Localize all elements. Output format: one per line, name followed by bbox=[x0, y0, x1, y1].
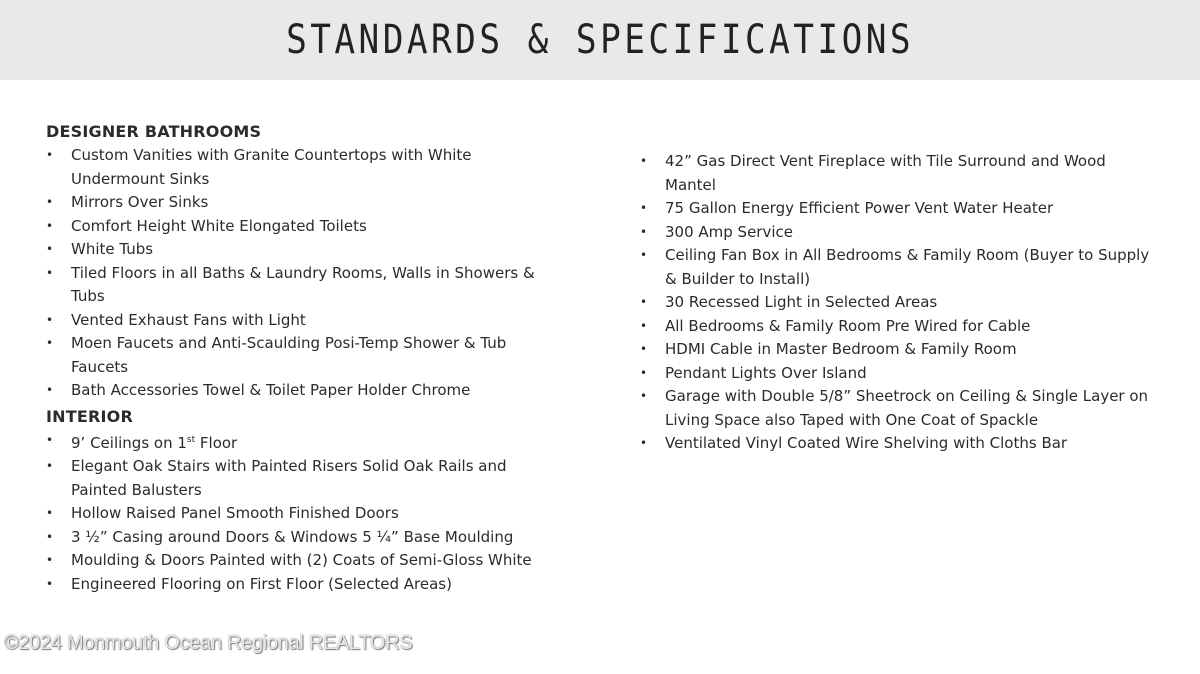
list-item: • Garage with Double 5/8” Sheetrock on Ceiling & Single Layer on Living Space also Taped with One Coat of Spackle bbox=[640, 385, 1160, 432]
list-item: • White Tubs bbox=[46, 238, 566, 262]
interior-heading: INTERIOR bbox=[46, 406, 133, 426]
bathrooms-heading: DESIGNER BATHROOMS bbox=[46, 122, 262, 141]
interior-list bbox=[46, 429, 566, 597]
ceilings-suffix: Floor bbox=[195, 433, 238, 452]
list-item: • Tiled Floors in all Baths & Laundry Rooms, Walls in Showers & Tubs bbox=[46, 262, 566, 309]
ceilings-text: 9’ Ceilings on 1 bbox=[71, 433, 187, 452]
list-item: • 30 Recessed Light in Selected Areas bbox=[640, 291, 1160, 315]
list-item: • Engineered Flooring on First Floor (Selected Areas) bbox=[46, 573, 566, 597]
list-item: • 42” Gas Direct Vent Fireplace with Tile Surround and Wood Mantel bbox=[640, 150, 1160, 197]
right-column bbox=[640, 150, 1160, 456]
list-item: • Ventilated Vinyl Coated Wire Shelving with Cloths Bar bbox=[640, 432, 1160, 456]
list-item: • Moulding & Doors Painted with (2) Coats of Semi-Gloss White bbox=[46, 549, 566, 573]
copyright-watermark: ©2024 Monmouth Ocean Regional REALTORS bbox=[4, 632, 413, 654]
bathrooms-list bbox=[46, 144, 566, 403]
list-item: • Comfort Height White Elongated Toilets bbox=[46, 215, 566, 239]
ceilings-superscript: st bbox=[186, 434, 196, 445]
list-item: • 300 Amp Service bbox=[640, 221, 1160, 245]
right-list bbox=[640, 150, 1160, 456]
list-item: • Custom Vanities with Granite Countertops with White Undermount Sinks bbox=[46, 144, 566, 191]
page-title: STANDARDS & SPECIFICATIONS bbox=[286, 17, 914, 63]
list-item: • Pendant Lights Over Island bbox=[640, 362, 1160, 386]
list-item: • Ceiling Fan Box in All Bedrooms & Family Room (Buyer to Supply & Builder to Install) bbox=[640, 244, 1160, 291]
list-item bbox=[46, 429, 566, 456]
header-band bbox=[0, 0, 1200, 80]
list-item: • HDMI Cable in Master Bedroom & Family Room bbox=[640, 338, 1160, 362]
list-item: • 75 Gallon Energy Efficient Power Vent Water Heater bbox=[640, 197, 1160, 221]
list-item: • Mirrors Over Sinks bbox=[46, 191, 566, 215]
list-item: • Hollow Raised Panel Smooth Finished Doors bbox=[46, 502, 566, 526]
list-item: • Moen Faucets and Anti-Scaulding Posi-Temp Shower & Tub Faucets bbox=[46, 332, 566, 379]
list-item: • All Bedrooms & Family Room Pre Wired for Cable bbox=[640, 315, 1160, 339]
list-item: • 3 ½” Casing around Doors & Windows 5 ¼” Base Moulding bbox=[46, 526, 566, 550]
list-item: • Elegant Oak Stairs with Painted Risers Solid Oak Rails and Painted Balusters bbox=[46, 455, 566, 502]
list-item: • Bath Accessories Towel & Toilet Paper Holder Chrome bbox=[46, 379, 566, 403]
left-column bbox=[46, 120, 566, 596]
list-item: • Vented Exhaust Fans with Light bbox=[46, 309, 566, 333]
